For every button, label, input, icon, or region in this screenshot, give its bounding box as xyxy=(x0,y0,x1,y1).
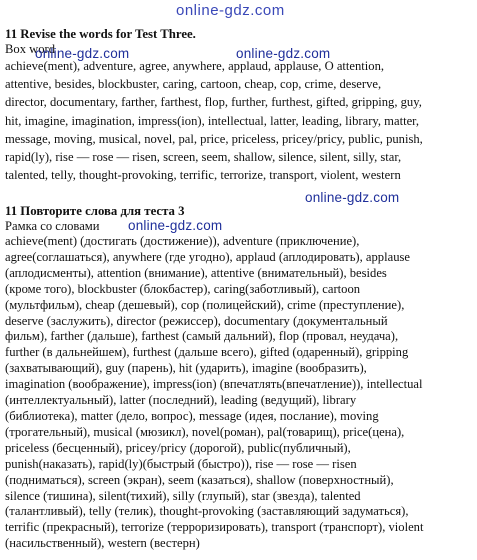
box-word-label-russian: Рамка со словами xyxy=(5,219,100,233)
translation-line: (библиотека), matter (дело, вопрос), message (идея, послание), moving xyxy=(5,408,379,423)
translation-line: deserve (заслужить), director (режиссер), documentary (документальный xyxy=(5,313,388,328)
word-line: talented, telly, thought-provoking, terrific, terrorize, transport, violent, western xyxy=(5,168,401,183)
translation-line: фильм), farther (дальше), farthest (самый дальний), flop (провал, неудача), xyxy=(5,329,399,344)
box-word-label: Box word xyxy=(5,42,56,56)
translation-line: (интеллектуальный), latter (последний), leading (ведущий), library xyxy=(5,393,357,408)
watermark: online-gdz.com xyxy=(128,218,223,233)
watermark: online-gdz.com xyxy=(236,46,331,61)
translation-line: (подниматься), screen (экран), seem (казаться), shallow (поверхностный), xyxy=(5,472,394,487)
word-list-russian xyxy=(5,234,471,552)
translation-line: (талантливый), telly (телик), thought-provoking (заставляющий задуматься), xyxy=(5,504,409,519)
translation-line: (мультфильм), cheap (дешевый), cop (полицейский), crime (преступление), xyxy=(5,297,405,312)
translation-line: priceless (бесценный), pricey/pricy (дорогой), public(публичный), xyxy=(5,440,351,455)
translation-line: further (в дальнейшем), furthest (дальше всего), gifted (одаренный), gripping xyxy=(5,345,409,360)
translation-line: (трогательный), musical (мюзикл), novel(роман), pal(товарищ), price(цена), xyxy=(5,424,405,439)
exercise-russian xyxy=(5,204,471,552)
word-list-english xyxy=(5,57,471,184)
translation-line: imagination (воображение), impress(ion) (впечатлять(впечатление)), intellectual xyxy=(5,377,423,392)
translation-line: (насильственный), western (вестерн) xyxy=(5,536,200,551)
word-line: achieve(ment), adventure, agree, anywhere, applaud, applause, O attention, xyxy=(5,59,385,73)
word-line: message, moving, musical, novel, pal, price, priceless, pricey/pricy, public, punish, xyxy=(5,131,423,146)
translation-line: silence (тишина), silent(тихий), silly (глупый), star (звезда), talented xyxy=(5,488,361,503)
word-line: director, documentary, farther, farthest, flop, further, furthest, gifted, gripping, guy, xyxy=(5,95,422,110)
exercise-heading-russian: 11 Повторите слова для теста 3 xyxy=(5,204,185,218)
translation-line: (кроме того), blockbuster (блокбастер), caring(заботливый), cartoon xyxy=(5,281,361,296)
translation-line: agree(соглашаться), anywhere (где угодно), applaud (аплодировать), applause xyxy=(5,249,410,264)
exercise-heading-english: 11 Revise the words for Test Three. xyxy=(5,27,196,41)
translation-line: (аплодисменты), attention (внимание), attentive (внимательный), besides xyxy=(5,265,387,280)
watermark: online-gdz.com xyxy=(305,190,400,205)
watermark-top: online-gdz.com xyxy=(176,2,285,19)
watermark: online-gdz.com xyxy=(35,46,130,61)
translation-line: (захватывающий), guy (парень), hit (ударить), imagine (вообразить), xyxy=(5,361,367,376)
translation-line: achieve(ment) (достигать (достижение)), adventure (приключение), xyxy=(5,234,360,248)
word-line: rapid(ly), rise — rose — risen, screen, seem, shallow, silence, silent, silly, star, xyxy=(5,150,402,165)
translation-line: terrific (прекрасный), terrorize (терроризировать), transport (транспорт), violent xyxy=(5,520,424,535)
word-line: attentive, besides, blockbuster, caring, cartoon, cheap, cop, crime, deserve, xyxy=(5,77,382,92)
translation-line: punish(наказать), rapid(ly)(быстрый (быстро)), rise — rose — risen xyxy=(5,456,357,471)
word-line: hit, imagine, imagination, impress(ion), intellectual, latter, leading, library, matter, xyxy=(5,113,419,128)
